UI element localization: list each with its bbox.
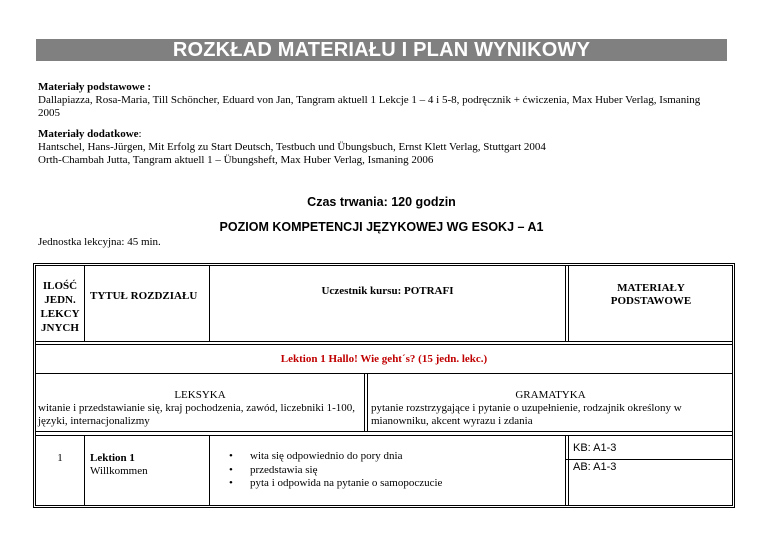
header-lesson-count: ILOŚĆ JEDN. LEKCY JNYCH xyxy=(40,280,80,334)
list-item: • przedstawia się xyxy=(229,464,559,478)
list-item: • wita się odpowiednio do pory dnia xyxy=(229,450,559,464)
materials-extra-line-2: Orth-Chambah Jutta, Tangram aktuell 1 – Übungsheft, Max Huber Verlag, Ismaning 2006 xyxy=(38,154,434,166)
grammar-header: GRAMATYKA xyxy=(515,389,586,401)
row-materials-ab: AB: A1-3 xyxy=(573,461,617,473)
materials-basic-text: Dallapiazza, Rosa-Maria, Till Schöncher, Eduard von Jan, Tangram aktuell 1 Lekcje 1 – 4 i 5-8, podręcznik + ćwiczenia, Max Huber Verlag, Ismaning xyxy=(38,94,701,106)
lesson-unit: Jednostka lekcyjna: 45 min. xyxy=(38,236,161,248)
materials-basic-text-year: 2005 xyxy=(38,107,60,119)
vocab-text: witanie i przedstawianie się, kraj pochodzenia, zawód, liczebniki 1-100, języki, internacjonalizmy xyxy=(38,402,356,427)
row-materials-kb: KB: A1-3 xyxy=(573,442,617,454)
materials-basic-label: Materiały podstawowe : xyxy=(38,81,152,93)
header-materials: MATERIAŁY PODSTAWOWE xyxy=(610,282,692,307)
materials-extra-line-1: Hantschel, Hans-Jürgen, Mit Erfolg zu Start Deutsch, Testbuch und Übungsbuch, Ernst Klett Verlag, Stuttgart 2004 xyxy=(38,141,546,153)
section-title: Lektion 1 Hallo! Wie geht´s? (15 jedn. lekc.) xyxy=(280,353,488,365)
grammar-text: pytanie rozstrzygające i pytanie o uzupełnienie, rodzajnik określony w mianowniku, akcent wyrazu i zdania xyxy=(371,402,682,427)
header-skills: Uczestnik kursu: POTRAFI xyxy=(321,285,454,297)
row-chapter-title: Lektion 1 Willkommen xyxy=(90,452,148,477)
list-item: • pyta i odpowida na pytanie o samopoczucie xyxy=(229,477,559,491)
vocab-header: LEKSYKA xyxy=(174,389,226,401)
header-chapter-title: TYTUŁ ROZDZIAŁU xyxy=(90,290,198,302)
duration: Czas trwania: 120 godzin xyxy=(307,195,456,209)
row-skills-list xyxy=(229,450,559,491)
row-lesson-count: 1 xyxy=(57,452,63,464)
competence-level: POZIOM KOMPETENCJI JĘZYKOWEJ WG ESOKJ – A1 xyxy=(219,220,544,234)
materials-extra-label: Materiały dodatkowe: xyxy=(38,128,142,140)
page-title: ROZKŁAD MATERIAŁU I PLAN WYNIKOWY xyxy=(36,39,727,61)
